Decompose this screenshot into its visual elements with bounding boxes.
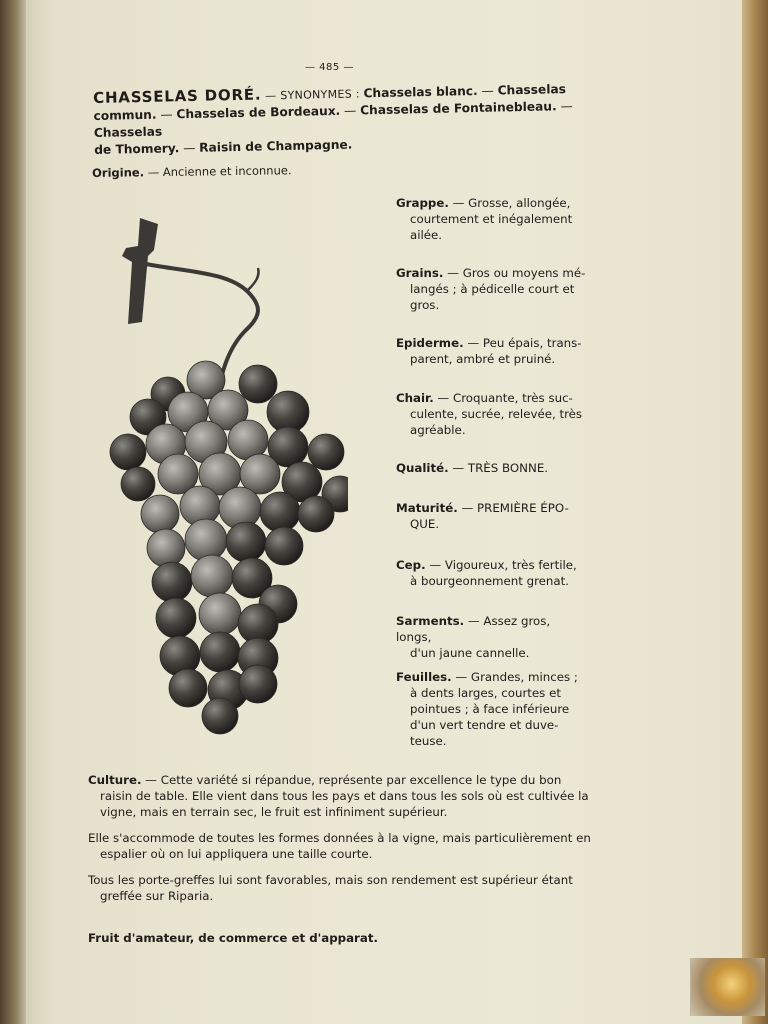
- entry-continuation: QUE.: [410, 517, 440, 531]
- entry-label: Cep.: [396, 558, 426, 572]
- entry-maturité: [396, 500, 588, 532]
- grape-berry: [156, 598, 196, 638]
- synonym-4: Chasselas de Fontainebleau.: [360, 99, 557, 118]
- variety-heading: [93, 80, 594, 159]
- variety-title: CHASSELAS DORÉ.: [92, 85, 262, 107]
- grape-berry: [110, 434, 146, 470]
- corner-thumbnail: [690, 958, 765, 1016]
- entry-text: — Assez gros, longs,: [396, 614, 551, 644]
- entry-label: Sarments.: [396, 614, 465, 628]
- entry-label: Chair.: [396, 391, 434, 405]
- grape-berry: [191, 555, 233, 597]
- grape-berry: [141, 495, 179, 533]
- separator: —: [340, 103, 361, 118]
- book-left-edge: [0, 0, 26, 1024]
- grape-berries: [110, 361, 348, 734]
- page-number: — 485 —: [305, 62, 354, 73]
- entry-text: — Vigoureux, très fertile,: [425, 558, 577, 572]
- entry-label: Feuilles.: [396, 670, 452, 684]
- entry-continuation: agréable.: [410, 423, 466, 437]
- grape-stem: [122, 218, 259, 392]
- synonym-5a: Chasselas: [93, 124, 163, 140]
- entry-label: Grappe.: [396, 196, 449, 210]
- fruit-usage-line: Fruit d'amateur, de commerce et d'apparat.: [88, 931, 378, 945]
- grape-berry: [200, 632, 240, 672]
- entry-grains: [396, 265, 588, 313]
- entry-continuation: courtement et inégalement: [410, 212, 573, 226]
- entry-text: — Peu épais, trans-: [463, 336, 582, 350]
- espalier-paragraph: [88, 830, 608, 862]
- separator: —: [156, 107, 177, 122]
- entry-text: — PREMIÈRE ÉPO-: [457, 501, 569, 515]
- entry-continuation: d'un vert tendre et duve-: [410, 718, 559, 732]
- synonym-3: Chasselas de Bordeaux.: [176, 103, 341, 122]
- entry-continuation: langés ; à pédicelle court et: [410, 282, 575, 296]
- entry-continuation: culente, sucrée, relevée, très: [410, 407, 583, 421]
- synonyms-label: — SYNONYMES :: [261, 87, 364, 103]
- entry-continuation: ailée.: [410, 228, 443, 242]
- entry-continuation: parent, ambré et pruiné.: [410, 352, 556, 366]
- entry-epiderme: [396, 335, 588, 367]
- entry-continuation: gros.: [410, 298, 440, 312]
- book-page: [26, 0, 742, 1024]
- grape-berry: [260, 492, 300, 532]
- entry-chair: [396, 390, 588, 438]
- origine-line: [92, 163, 292, 180]
- grape-berry: [265, 527, 303, 565]
- grape-berry: [152, 562, 192, 602]
- grape-berry: [239, 665, 277, 703]
- separator: —: [556, 98, 573, 114]
- culture-paragraph: [88, 772, 608, 820]
- synonym-6: Raisin de Champagne.: [199, 137, 353, 155]
- grape-berry: [226, 522, 266, 562]
- grape-berry: [169, 669, 207, 707]
- entry-cep: [396, 557, 588, 589]
- entry-text: — Grandes, minces ;: [451, 670, 578, 684]
- entry-text: — TRÈS BONNE.: [448, 461, 549, 475]
- entry-grappe: [396, 195, 588, 243]
- rootstock-paragraph: [88, 872, 608, 904]
- entry-qualité: [396, 460, 588, 476]
- grape-berry: [308, 434, 344, 470]
- separator: —: [477, 83, 498, 98]
- entry-continuation: à bourgeonnement grenat.: [410, 574, 569, 588]
- separator: —: [179, 140, 200, 156]
- synonym-1: Chasselas blanc.: [363, 83, 478, 101]
- grape-berry: [199, 593, 241, 635]
- espalier-line: espalier où on lui appliquera une taille courte.: [100, 847, 373, 861]
- espalier-first-line: Elle s'accommode de toutes les formes données à la vigne, mais particulièrement en: [88, 831, 591, 845]
- grape-berry: [239, 365, 277, 403]
- origine-text: — Ancienne et inconnue.: [143, 163, 292, 180]
- culture-label: Culture.: [88, 773, 142, 787]
- entry-label: Epiderme.: [396, 336, 464, 350]
- entry-continuation: teuse.: [410, 734, 447, 748]
- entry-continuation: à dents larges, courtes et: [410, 686, 561, 700]
- synonym-2a: Chasselas: [497, 82, 567, 98]
- grape-berry: [202, 698, 238, 734]
- culture-line: raisin de table. Elle vient dans tous les pays et dans tous les sols où est cultivée la: [100, 789, 589, 803]
- culture-line: vigne, mais en terrain sec, le fruit est infiniment supérieur.: [100, 805, 448, 819]
- synonym-5b: de Thomery.: [94, 141, 180, 157]
- rootstock-first-line: Tous les porte-greffes lui sont favorables, mais son rendement est supérieur étant: [88, 873, 573, 887]
- culture-first-line: — Cette variété si répandue, représente par excellence le type du bon: [141, 773, 562, 787]
- book-spine-edge: [742, 0, 768, 1024]
- grape-berry: [185, 519, 227, 561]
- entry-feuilles: [396, 669, 588, 749]
- culture-section: [88, 772, 608, 914]
- grape-bunch-illustration: [88, 212, 348, 742]
- entry-text: — Gros ou moyens mé-: [443, 266, 586, 280]
- entry-continuation: d'un jaune cannelle.: [410, 646, 530, 660]
- rootstock-line: greffée sur Riparia.: [100, 889, 214, 903]
- grape-berry: [298, 496, 334, 532]
- entry-label: Grains.: [396, 266, 444, 280]
- synonym-2b: commun.: [93, 107, 157, 123]
- origine-label: Origine.: [92, 165, 145, 180]
- entry-text: — Croquante, très suc-: [433, 391, 573, 405]
- entry-label: Qualité.: [396, 461, 449, 475]
- entry-text: — Grosse, allongée,: [448, 196, 571, 210]
- entry-continuation: pointues ; à face inférieure: [410, 702, 570, 716]
- entry-label: Maturité.: [396, 501, 458, 515]
- grape-berry: [121, 467, 155, 501]
- entry-sarments: [396, 613, 588, 661]
- grape-berry: [147, 529, 185, 567]
